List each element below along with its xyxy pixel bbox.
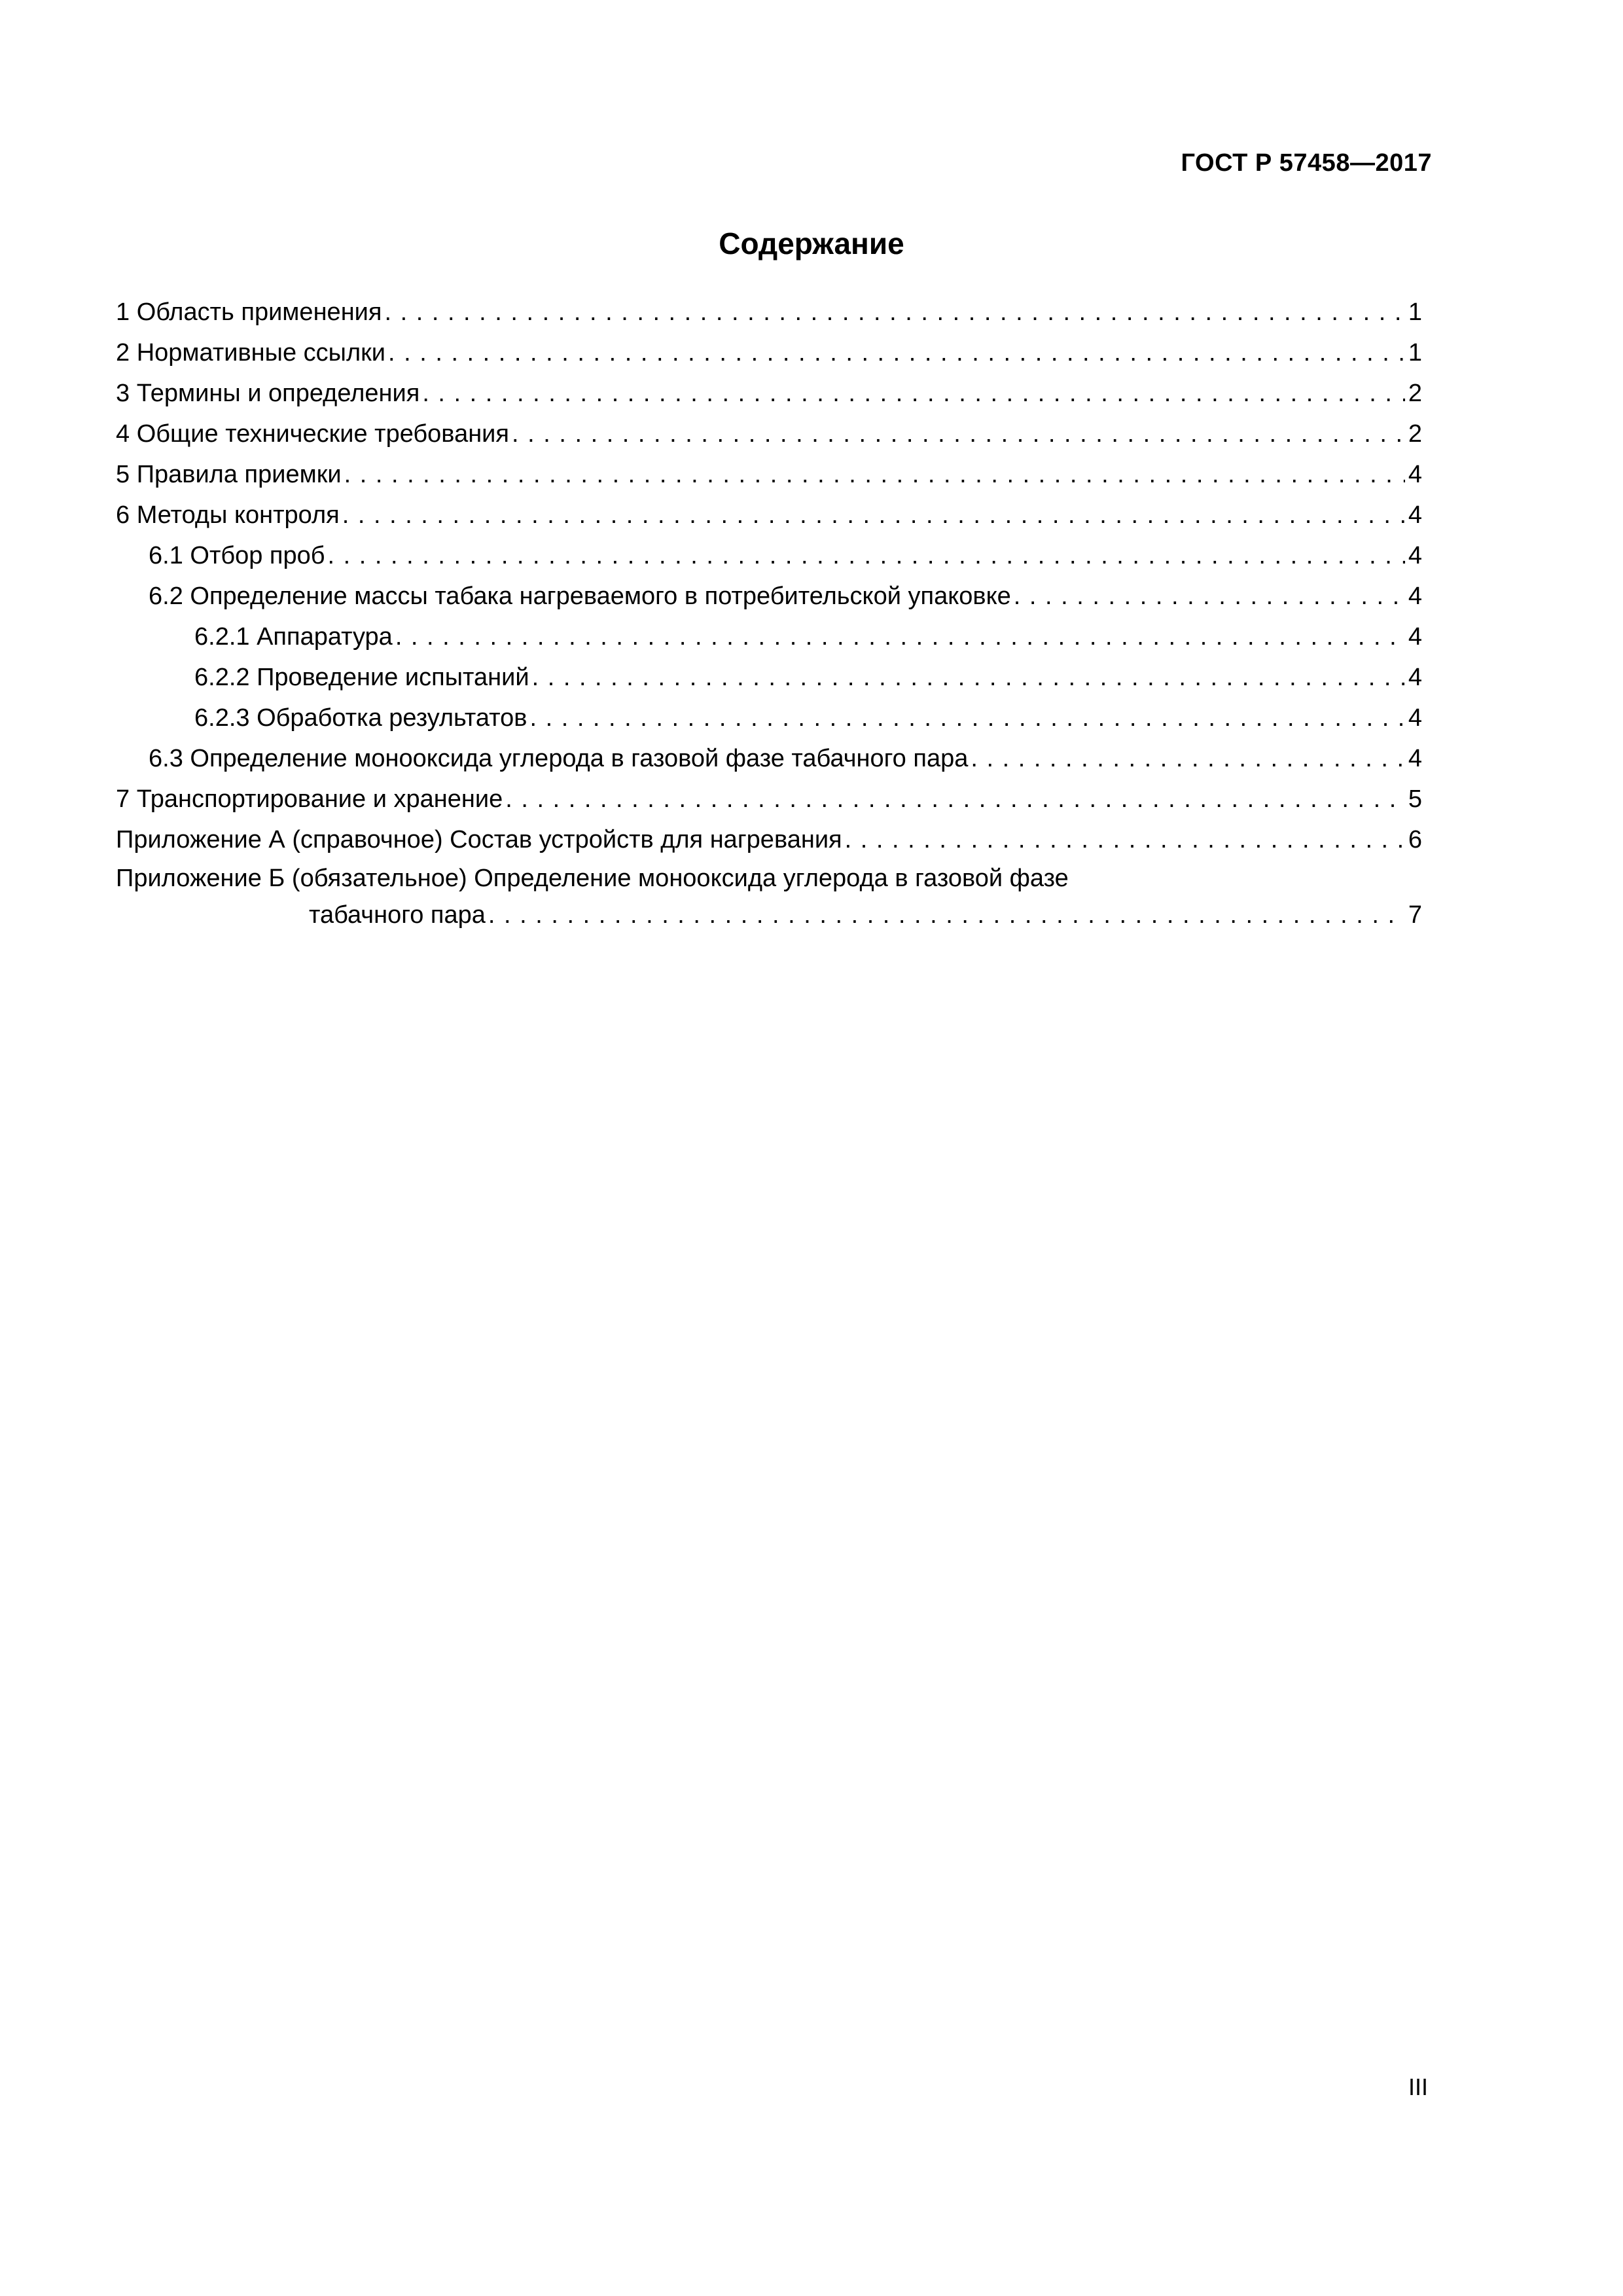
toc-entry-appendix-b[interactable]	[116, 860, 1422, 933]
toc-dot-leader	[505, 779, 1405, 819]
toc-dot-leader	[344, 454, 1405, 495]
toc-entry-6-1[interactable]	[116, 535, 1422, 576]
toc-entry-page: 2	[1408, 380, 1422, 407]
toc-dot-leader	[342, 495, 1405, 535]
toc-entry-page: 4	[1408, 664, 1422, 691]
toc-entry-6-2-2[interactable]	[116, 657, 1422, 698]
toc-entry-1[interactable]	[116, 292, 1422, 332]
toc-dot-leader	[388, 332, 1405, 373]
toc-dot-leader	[512, 414, 1405, 454]
toc-dot-leader	[529, 698, 1405, 738]
toc-entry-label: 6 Методы контроля	[116, 501, 340, 529]
toc-dot-leader	[1014, 576, 1405, 617]
toc-entry-label: 6.2.2 Проведение испытаний	[194, 664, 529, 691]
toc-entry-2[interactable]	[116, 332, 1422, 373]
toc-entry-label: 6.2.1 Аппаратура	[194, 623, 393, 651]
page-number: III	[1408, 2073, 1428, 2100]
toc-entry-5[interactable]	[116, 454, 1422, 495]
toc-entry-page: 5	[1408, 785, 1422, 813]
document-standard-id: ГОСТ Р 57458—2017	[1181, 149, 1432, 177]
toc-entry-label-continuation: табачного пара	[309, 901, 486, 929]
toc-entry-label: 6.3 Определение монооксида углерода в газовой фазе табачного пара	[149, 745, 969, 772]
toc-entry-7[interactable]	[116, 779, 1422, 819]
toc-entry-6-2-3[interactable]	[116, 698, 1422, 738]
page-title: Содержание	[719, 226, 904, 260]
toc-entry-page: 1	[1408, 339, 1422, 367]
toc-entry-appendix-a[interactable]	[116, 819, 1422, 860]
toc-entry-6-2[interactable]	[116, 576, 1422, 617]
toc-dot-leader	[532, 657, 1405, 698]
toc-entry-page: 4	[1408, 542, 1422, 569]
toc-entry-label: Приложение Б (обязательное) Определение монооксида углерода в газовой фазе	[116, 865, 1069, 892]
toc-dot-leader	[971, 738, 1405, 779]
toc-entry-page: 1	[1408, 298, 1422, 326]
toc-entry-label: 4 Общие технические требования	[116, 420, 509, 448]
toc-entry-6[interactable]	[116, 495, 1422, 535]
toc-entry-page: 4	[1408, 704, 1422, 732]
toc-entry-page: 4	[1408, 623, 1422, 651]
toc-dot-leader	[395, 617, 1405, 657]
toc-entry-6-2-1[interactable]	[116, 617, 1422, 657]
toc-dot-leader	[488, 897, 1405, 933]
toc-entry-page: 6	[1408, 826, 1422, 853]
toc-entry-label: 6.2 Определение массы табака нагреваемого в потребительской упаковке	[149, 583, 1011, 610]
toc-entry-3[interactable]	[116, 373, 1422, 414]
toc-entry-page: 4	[1408, 745, 1422, 772]
toc-entry-page: 4	[1408, 461, 1422, 488]
toc-entry-label: 1 Область применения	[116, 298, 382, 326]
table-of-contents	[116, 292, 1422, 933]
toc-entry-page: 4	[1408, 501, 1422, 529]
toc-entry-label: 6.2.3 Обработка результатов	[194, 704, 527, 732]
toc-entry-label: Приложение А (справочное) Состав устройств для нагревания	[116, 826, 842, 853]
toc-dot-leader	[845, 819, 1405, 860]
toc-dot-leader	[328, 535, 1405, 576]
toc-entry-label: 3 Термины и определения	[116, 380, 420, 407]
toc-entry-page: 7	[1408, 901, 1422, 929]
toc-entry-label: 6.1 Отбор проб	[149, 542, 325, 569]
toc-entry-label: 7 Транспортирование и хранение	[116, 785, 503, 813]
toc-entry-label: 2 Нормативные ссылки	[116, 339, 385, 367]
toc-entry-6-3[interactable]	[116, 738, 1422, 779]
toc-entry-page: 2	[1408, 420, 1422, 448]
toc-entry-label: 5 Правила приемки	[116, 461, 342, 488]
toc-dot-leader	[422, 373, 1405, 414]
toc-dot-leader	[384, 292, 1405, 332]
toc-entry-4[interactable]	[116, 414, 1422, 454]
toc-entry-page: 4	[1408, 583, 1422, 610]
